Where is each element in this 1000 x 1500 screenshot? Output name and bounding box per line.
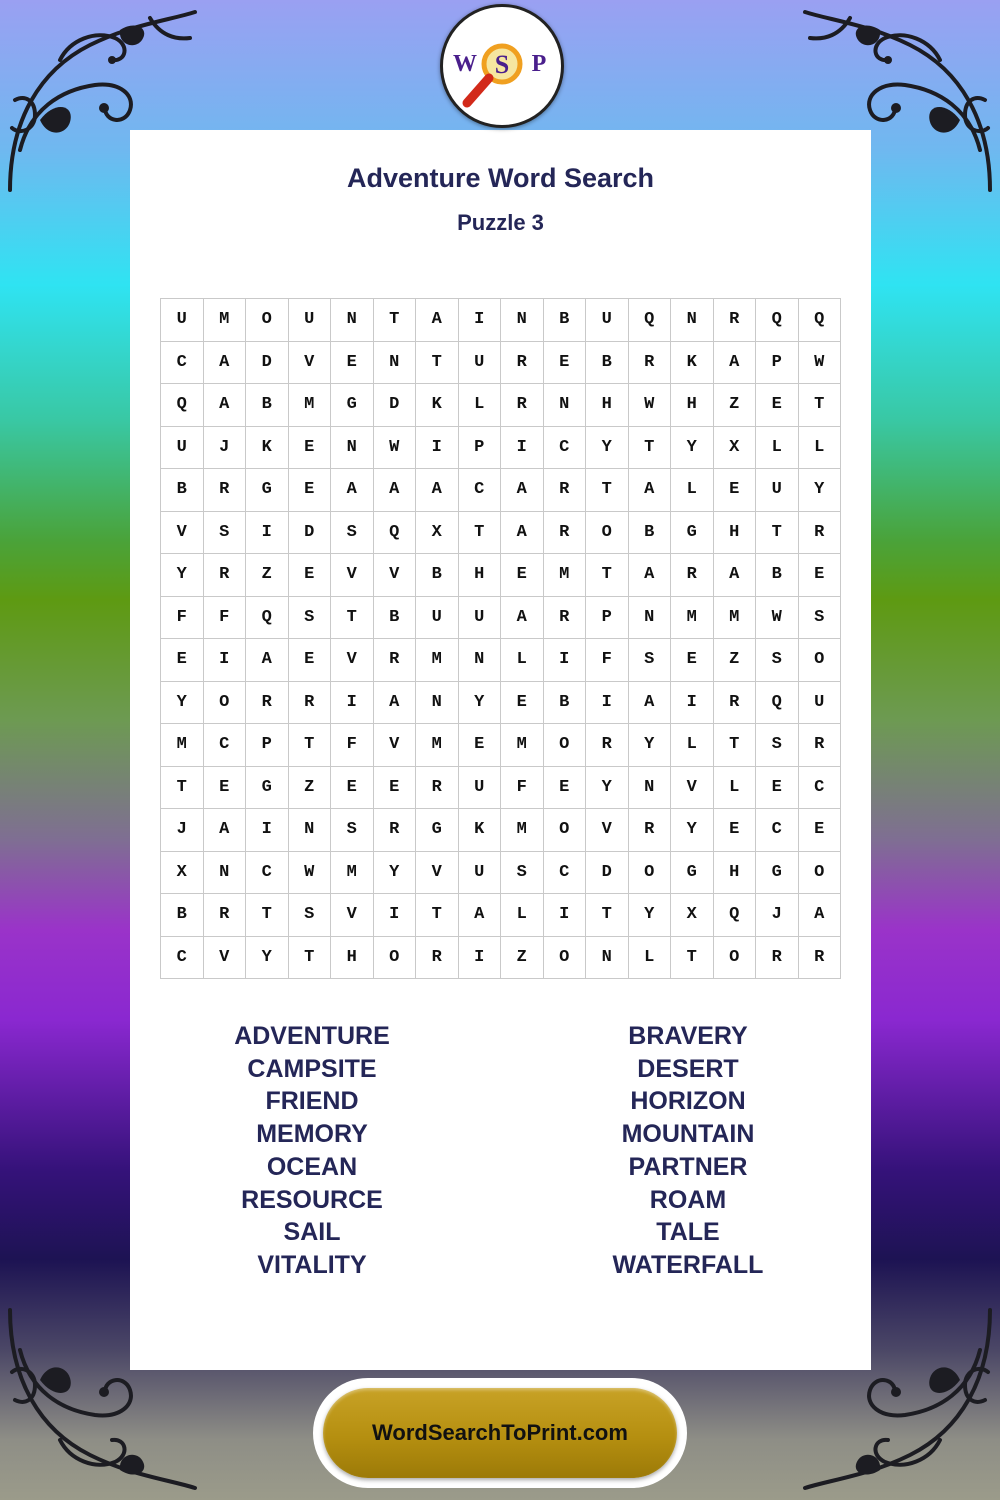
grid-cell[interactable]: A xyxy=(501,469,544,512)
grid-cell[interactable]: A xyxy=(714,554,757,597)
grid-cell[interactable]: A xyxy=(416,469,459,512)
grid-cell[interactable]: N xyxy=(416,682,459,725)
grid-cell[interactable]: R xyxy=(204,469,247,512)
grid-cell[interactable]: T xyxy=(586,469,629,512)
grid-cell[interactable]: E xyxy=(671,639,714,682)
grid-cell[interactable]: X xyxy=(416,512,459,555)
grid-cell[interactable]: O xyxy=(629,852,672,895)
grid-cell[interactable]: K xyxy=(246,427,289,470)
grid-cell[interactable]: T xyxy=(331,597,374,640)
grid-cell[interactable]: B xyxy=(586,342,629,385)
grid-cell[interactable]: U xyxy=(459,342,502,385)
word-list-item: TALE xyxy=(656,1218,720,1247)
grid-cell[interactable]: G xyxy=(331,384,374,427)
grid-cell[interactable]: T xyxy=(246,894,289,937)
grid-cell[interactable]: M xyxy=(331,852,374,895)
grid-cell[interactable]: Y xyxy=(629,724,672,767)
grid-cell[interactable]: Q xyxy=(246,597,289,640)
grid-cell[interactable]: W xyxy=(799,342,842,385)
grid-cell[interactable]: O xyxy=(544,724,587,767)
word-list-item: RESOURCE xyxy=(241,1185,383,1214)
grid-cell[interactable]: I xyxy=(544,639,587,682)
grid-cell[interactable]: T xyxy=(799,384,842,427)
grid-cell[interactable]: B xyxy=(246,384,289,427)
grid-cell[interactable]: E xyxy=(331,342,374,385)
grid-cell[interactable]: A xyxy=(204,809,247,852)
grid-cell[interactable]: R xyxy=(799,512,842,555)
grid-cell[interactable]: V xyxy=(416,852,459,895)
grid-cell[interactable]: A xyxy=(629,469,672,512)
grid-cell[interactable]: Y xyxy=(586,427,629,470)
grid-cell[interactable]: F xyxy=(161,597,204,640)
grid-cell[interactable]: F xyxy=(331,724,374,767)
grid-cell[interactable]: N xyxy=(671,299,714,342)
grid-cell[interactable]: O xyxy=(374,937,417,980)
grid-cell[interactable]: L xyxy=(501,639,544,682)
grid-cell[interactable]: H xyxy=(714,852,757,895)
grid-cell[interactable]: H xyxy=(586,384,629,427)
grid-cell[interactable]: X xyxy=(671,894,714,937)
grid-cell[interactable]: U xyxy=(416,597,459,640)
grid-cell[interactable]: I xyxy=(586,682,629,725)
grid-cell[interactable]: R xyxy=(586,724,629,767)
grid-cell[interactable]: U xyxy=(586,299,629,342)
grid-cell[interactable]: E xyxy=(289,427,332,470)
grid-cell[interactable]: A xyxy=(501,597,544,640)
grid-cell[interactable]: S xyxy=(289,597,332,640)
grid-cell[interactable]: N xyxy=(331,427,374,470)
grid-cell[interactable]: B xyxy=(629,512,672,555)
grid-cell[interactable]: H xyxy=(459,554,502,597)
grid-cell[interactable]: X xyxy=(161,852,204,895)
grid-cell[interactable]: Q xyxy=(629,299,672,342)
grid-cell[interactable]: R xyxy=(544,512,587,555)
grid-cell[interactable]: E xyxy=(289,639,332,682)
grid-cell[interactable]: G xyxy=(246,767,289,810)
grid-cell[interactable]: J xyxy=(756,894,799,937)
grid-cell[interactable]: B xyxy=(161,894,204,937)
grid-cell[interactable]: O xyxy=(714,937,757,980)
grid-cell[interactable]: J xyxy=(161,809,204,852)
grid-cell[interactable]: Q xyxy=(799,299,842,342)
grid-cell[interactable]: T xyxy=(714,724,757,767)
word-list-item: ADVENTURE xyxy=(234,1022,390,1050)
grid-cell[interactable]: W xyxy=(629,384,672,427)
grid-cell[interactable]: H xyxy=(714,512,757,555)
grid-cell[interactable]: T xyxy=(586,894,629,937)
grid-cell[interactable]: N xyxy=(289,809,332,852)
letter-grid xyxy=(160,298,841,979)
grid-cell[interactable]: C xyxy=(161,937,204,980)
grid-cell[interactable]: S xyxy=(289,894,332,937)
grid-cell[interactable]: U xyxy=(756,469,799,512)
grid-cell[interactable]: P xyxy=(756,342,799,385)
grid-cell[interactable]: M xyxy=(289,384,332,427)
grid-cell[interactable]: Q xyxy=(374,512,417,555)
grid-cell[interactable]: C xyxy=(204,724,247,767)
grid-cell[interactable]: O xyxy=(544,809,587,852)
grid-cell[interactable]: B xyxy=(416,554,459,597)
grid-cell[interactable]: B xyxy=(756,554,799,597)
grid-cell[interactable]: O xyxy=(799,639,842,682)
grid-cell[interactable]: A xyxy=(629,554,672,597)
word-list-item: CAMPSITE xyxy=(247,1054,377,1083)
grid-cell[interactable]: C xyxy=(246,852,289,895)
grid-cell[interactable]: R xyxy=(544,469,587,512)
grid-cell[interactable]: M xyxy=(416,639,459,682)
grid-cell[interactable]: A xyxy=(246,639,289,682)
grid-cell[interactable]: G xyxy=(246,469,289,512)
grid-cell[interactable]: F xyxy=(501,767,544,810)
grid-cell[interactable]: T xyxy=(459,512,502,555)
grid-cell[interactable]: M xyxy=(501,809,544,852)
grid-cell[interactable]: Y xyxy=(629,894,672,937)
grid-cell[interactable]: R xyxy=(204,894,247,937)
grid-cell[interactable]: Q xyxy=(756,299,799,342)
grid-cell[interactable]: T xyxy=(416,342,459,385)
grid-cell[interactable]: E xyxy=(756,384,799,427)
word-list-left xyxy=(162,1020,462,1282)
grid-cell[interactable]: C xyxy=(459,469,502,512)
grid-cell[interactable]: A xyxy=(714,342,757,385)
word-list-item: MEMORY xyxy=(256,1120,368,1149)
grid-cell[interactable]: A xyxy=(374,469,417,512)
grid-cell[interactable]: L xyxy=(756,427,799,470)
grid-cell[interactable]: D xyxy=(374,384,417,427)
grid-cell[interactable]: D xyxy=(586,852,629,895)
grid-cell[interactable]: J xyxy=(204,427,247,470)
grid-cell[interactable]: M xyxy=(501,724,544,767)
grid-cell[interactable]: V xyxy=(204,937,247,980)
grid-cell[interactable]: O xyxy=(586,512,629,555)
grid-cell[interactable]: E xyxy=(289,469,332,512)
grid-cell[interactable]: E xyxy=(714,809,757,852)
grid-cell[interactable]: O xyxy=(544,937,587,980)
grid-cell[interactable]: C xyxy=(756,809,799,852)
grid-cell[interactable]: I xyxy=(501,427,544,470)
word-list-item: MOUNTAIN xyxy=(621,1120,755,1149)
grid-cell[interactable]: U xyxy=(161,299,204,342)
grid-cell[interactable]: R xyxy=(416,937,459,980)
grid-cell[interactable]: R xyxy=(629,342,672,385)
puzzle-title: Adventure Word Search xyxy=(346,163,655,193)
grid-cell[interactable]: Y xyxy=(246,937,289,980)
grid-cell[interactable]: R xyxy=(714,682,757,725)
grid-cell[interactable]: S xyxy=(799,597,842,640)
grid-cell[interactable]: M xyxy=(161,724,204,767)
grid-cell[interactable]: Y xyxy=(671,427,714,470)
grid-cell[interactable]: C xyxy=(544,852,587,895)
grid-cell[interactable]: R xyxy=(501,384,544,427)
grid-cell[interactable]: Z xyxy=(714,384,757,427)
grid-cell[interactable]: S xyxy=(331,809,374,852)
grid-cell[interactable]: N xyxy=(501,299,544,342)
grid-cell[interactable]: A xyxy=(204,342,247,385)
grid-cell[interactable]: R xyxy=(374,809,417,852)
grid-cell[interactable]: S xyxy=(331,512,374,555)
grid-cell[interactable]: P xyxy=(586,597,629,640)
grid-cell[interactable]: T xyxy=(671,937,714,980)
grid-cell[interactable]: A xyxy=(459,894,502,937)
grid-cell[interactable]: R xyxy=(289,682,332,725)
grid-cell[interactable]: V xyxy=(671,767,714,810)
word-list-item: FRIEND xyxy=(265,1087,359,1116)
grid-cell[interactable]: F xyxy=(204,597,247,640)
grid-cell[interactable]: L xyxy=(501,894,544,937)
grid-cell[interactable]: Z xyxy=(289,767,332,810)
grid-cell[interactable]: I xyxy=(544,894,587,937)
grid-cell[interactable]: D xyxy=(289,512,332,555)
grid-cell[interactable]: B xyxy=(161,469,204,512)
word-list-item: SAIL xyxy=(283,1218,341,1247)
grid-cell[interactable]: Y xyxy=(799,469,842,512)
grid-cell[interactable]: U xyxy=(459,597,502,640)
grid-cell[interactable]: C xyxy=(161,342,204,385)
grid-cell[interactable]: R xyxy=(714,299,757,342)
grid-cell[interactable]: N xyxy=(459,639,502,682)
grid-cell[interactable]: E xyxy=(204,767,247,810)
site-link-button[interactable]: WordSearchToPrint.com xyxy=(323,1388,677,1478)
grid-cell[interactable]: I xyxy=(416,427,459,470)
grid-cell[interactable]: L xyxy=(671,724,714,767)
grid-cell[interactable]: U xyxy=(799,682,842,725)
grid-cell[interactable]: A xyxy=(331,469,374,512)
grid-cell[interactable]: I xyxy=(459,937,502,980)
grid-cell[interactable]: T xyxy=(756,512,799,555)
grid-cell[interactable]: V xyxy=(331,639,374,682)
grid-cell[interactable]: K xyxy=(671,342,714,385)
grid-cell[interactable]: R xyxy=(374,639,417,682)
grid-cell[interactable]: Y xyxy=(161,682,204,725)
grid-cell[interactable]: G xyxy=(416,809,459,852)
grid-cell[interactable]: Y xyxy=(586,767,629,810)
grid-cell[interactable]: L xyxy=(714,767,757,810)
grid-cell[interactable]: V xyxy=(374,724,417,767)
grid-cell[interactable]: B xyxy=(544,682,587,725)
grid-cell[interactable]: A xyxy=(416,299,459,342)
grid-cell[interactable]: G xyxy=(671,512,714,555)
grid-cell[interactable]: C xyxy=(799,767,842,810)
grid-cell[interactable]: E xyxy=(544,342,587,385)
grid-cell[interactable]: Q xyxy=(161,384,204,427)
grid-cell[interactable]: Y xyxy=(161,554,204,597)
grid-cell[interactable]: S xyxy=(756,639,799,682)
grid-cell[interactable]: P xyxy=(246,724,289,767)
grid-cell[interactable]: N xyxy=(544,384,587,427)
word-list-item: BRAVERY xyxy=(628,1022,748,1050)
grid-cell[interactable]: L xyxy=(459,384,502,427)
grid-cell[interactable]: R xyxy=(204,554,247,597)
grid-cell[interactable]: M xyxy=(671,597,714,640)
grid-cell[interactable]: R xyxy=(501,342,544,385)
grid-cell[interactable]: L xyxy=(671,469,714,512)
grid-cell[interactable]: V xyxy=(331,554,374,597)
logo-letter-w: W xyxy=(453,51,477,77)
grid-cell[interactable]: Z xyxy=(246,554,289,597)
logo-letter-p: P xyxy=(531,51,547,77)
grid-cell[interactable]: T xyxy=(289,937,332,980)
grid-cell[interactable]: T xyxy=(289,724,332,767)
grid-cell[interactable]: H xyxy=(331,937,374,980)
grid-cell[interactable]: W xyxy=(756,597,799,640)
grid-cell[interactable]: V xyxy=(161,512,204,555)
grid-cell[interactable]: R xyxy=(799,937,842,980)
grid-cell[interactable]: R xyxy=(246,682,289,725)
grid-cell[interactable]: A xyxy=(204,384,247,427)
grid-cell[interactable]: A xyxy=(374,682,417,725)
grid-cell[interactable]: S xyxy=(629,639,672,682)
grid-cell[interactable]: M xyxy=(544,554,587,597)
grid-cell[interactable]: R xyxy=(756,937,799,980)
word-list-item: PARTNER xyxy=(628,1152,748,1181)
grid-cell[interactable]: L xyxy=(799,427,842,470)
grid-cell[interactable]: I xyxy=(331,682,374,725)
grid-cell[interactable]: R xyxy=(629,809,672,852)
grid-cell[interactable]: Z xyxy=(501,937,544,980)
grid-cell[interactable]: Y xyxy=(374,852,417,895)
grid-cell[interactable]: U xyxy=(161,427,204,470)
grid-cell[interactable]: N xyxy=(629,597,672,640)
grid-cell[interactable]: Q xyxy=(756,682,799,725)
grid-cell[interactable]: E xyxy=(799,554,842,597)
grid-cell[interactable]: T xyxy=(586,554,629,597)
grid-cell[interactable]: N xyxy=(204,852,247,895)
word-list-item: VITALITY xyxy=(257,1250,367,1279)
word-list-item: ROAM xyxy=(649,1185,727,1214)
grid-cell[interactable]: E xyxy=(374,767,417,810)
grid-cell[interactable]: T xyxy=(629,427,672,470)
word-list-item: DESERT xyxy=(637,1054,739,1083)
logo-letter-s: S xyxy=(494,50,510,79)
grid-cell[interactable]: M xyxy=(416,724,459,767)
grid-cell[interactable]: P xyxy=(459,427,502,470)
grid-cell[interactable]: Y xyxy=(671,809,714,852)
grid-cell[interactable]: N xyxy=(331,299,374,342)
grid-cell[interactable]: M xyxy=(714,597,757,640)
grid-cell[interactable]: S xyxy=(204,512,247,555)
grid-cell[interactable]: E xyxy=(459,724,502,767)
grid-cell[interactable]: D xyxy=(246,342,289,385)
grid-cell[interactable]: S xyxy=(756,724,799,767)
grid-cell[interactable]: A xyxy=(629,682,672,725)
grid-cell[interactable]: K xyxy=(416,384,459,427)
grid-cell[interactable]: S xyxy=(501,852,544,895)
grid-cell[interactable]: C xyxy=(544,427,587,470)
grid-cell[interactable]: V xyxy=(374,554,417,597)
grid-cell[interactable]: B xyxy=(544,299,587,342)
word-list-item: OCEAN xyxy=(266,1152,358,1181)
grid-cell[interactable]: E xyxy=(501,554,544,597)
grid-cell[interactable]: O xyxy=(246,299,289,342)
wsp-logo[interactable] xyxy=(440,4,564,128)
grid-cell[interactable]: I xyxy=(374,894,417,937)
grid-cell[interactable]: E xyxy=(501,682,544,725)
grid-cell[interactable]: F xyxy=(586,639,629,682)
grid-cell[interactable]: A xyxy=(501,512,544,555)
grid-cell[interactable]: U xyxy=(289,299,332,342)
grid-cell[interactable]: I xyxy=(204,639,247,682)
grid-cell[interactable]: R xyxy=(799,724,842,767)
footer-badge xyxy=(313,1378,687,1488)
grid-cell[interactable]: X xyxy=(714,427,757,470)
grid-cell[interactable]: I xyxy=(246,512,289,555)
grid-cell[interactable]: N xyxy=(629,767,672,810)
word-list-item: WATERFALL xyxy=(612,1250,764,1279)
grid-cell[interactable]: N xyxy=(374,342,417,385)
grid-cell[interactable]: U xyxy=(459,767,502,810)
grid-cell[interactable]: R xyxy=(416,767,459,810)
grid-cell[interactable]: I xyxy=(459,299,502,342)
grid-cell[interactable]: Y xyxy=(459,682,502,725)
grid-cell[interactable]: V xyxy=(586,809,629,852)
magnifier-logo-icon xyxy=(443,7,561,125)
grid-cell[interactable]: B xyxy=(374,597,417,640)
grid-cell[interactable]: E xyxy=(161,639,204,682)
grid-cell[interactable]: E xyxy=(544,767,587,810)
grid-cell[interactable]: R xyxy=(671,554,714,597)
grid-cell[interactable]: V xyxy=(289,342,332,385)
grid-cell[interactable]: O xyxy=(799,852,842,895)
grid-cell[interactable]: E xyxy=(714,469,757,512)
grid-cell[interactable]: E xyxy=(331,767,374,810)
word-list-right xyxy=(538,1020,838,1282)
grid-cell[interactable]: I xyxy=(671,682,714,725)
grid-cell[interactable]: Q xyxy=(714,894,757,937)
grid-cell[interactable]: A xyxy=(799,894,842,937)
puzzle-subtitle: Puzzle 3 xyxy=(457,210,544,235)
grid-cell[interactable]: I xyxy=(246,809,289,852)
grid-cell[interactable]: M xyxy=(204,299,247,342)
grid-cell[interactable]: G xyxy=(671,852,714,895)
grid-cell[interactable]: G xyxy=(756,852,799,895)
grid-cell[interactable]: L xyxy=(629,937,672,980)
grid-cell[interactable]: K xyxy=(459,809,502,852)
grid-cell[interactable]: O xyxy=(204,682,247,725)
grid-cell[interactable]: W xyxy=(289,852,332,895)
grid-cell[interactable]: H xyxy=(671,384,714,427)
grid-cell[interactable]: U xyxy=(459,852,502,895)
word-list-item: HORIZON xyxy=(630,1087,746,1116)
grid-cell[interactable]: E xyxy=(799,809,842,852)
grid-cell[interactable]: T xyxy=(374,299,417,342)
grid-cell[interactable]: V xyxy=(331,894,374,937)
grid-cell[interactable]: Z xyxy=(714,639,757,682)
grid-cell[interactable]: N xyxy=(586,937,629,980)
grid-cell[interactable]: E xyxy=(289,554,332,597)
grid-cell[interactable]: R xyxy=(544,597,587,640)
grid-cell[interactable]: T xyxy=(161,767,204,810)
grid-cell[interactable]: T xyxy=(416,894,459,937)
grid-cell[interactable]: W xyxy=(374,427,417,470)
grid-cell[interactable]: E xyxy=(756,767,799,810)
